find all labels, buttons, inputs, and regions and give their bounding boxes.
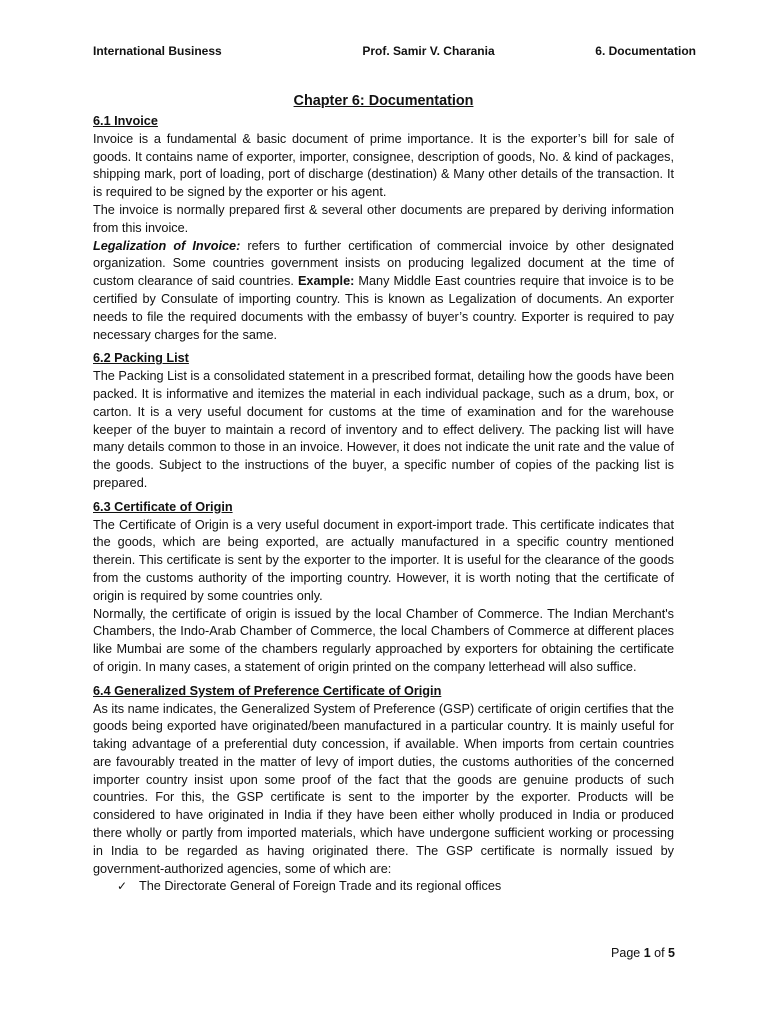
section-heading-certificate-of-origin: 6.3 Certificate of Origin xyxy=(93,499,233,514)
header-chapter: 6. Documentation xyxy=(595,44,696,58)
section-certificate-of-origin xyxy=(93,499,674,677)
header-author: Prof. Samir V. Charania xyxy=(362,44,495,58)
check-icon: ✓ xyxy=(117,879,128,894)
legalization-text-1: refers to further certification of commercial invoice by other designated organization. Some countries government insists on producing legalized document at the time of custom clearance of said countries. xyxy=(93,238,674,289)
page-content xyxy=(93,91,674,896)
gsp-agency-text: The Directorate General of Foreign Trade and its regional offices xyxy=(139,879,502,894)
page-prefix: Page xyxy=(611,946,644,960)
gsp-agency-list xyxy=(93,878,674,896)
section-heading-gsp: 6.4 Generalized System of Preference Certificate of Origin xyxy=(93,683,442,698)
origin-paragraph-1: The Certificate of Origin is a very useful document in export-import trade. This certificate indicates that the goods, which are being exported, are actually manufactured in a specific country mentioned therein. This certificate is sent by the exporter to the importer. It is useful for the clearance of the goods from the customs authority of the importing country. However, it is worth noting that the certificate of origin is required by some countries only. xyxy=(93,517,674,603)
page-header xyxy=(93,44,696,58)
section-gsp-certificate xyxy=(93,683,674,897)
section-packing-list xyxy=(93,350,674,492)
header-course: International Business xyxy=(93,44,222,58)
gsp-paragraph: As its name indicates, the Generalized System of Preference (GSP) certificate of origin certifies that the goods being exported have originated/been manufactured in a particular country. It is mainly useful for taking advantage of a preferential duty concession, if available. When imports from certain countries are favourably treated in the matter of levy of import duties, the customs authorities of the concerned importer country insist upon some proof of the fact that the goods are genuine products of such countries. For this, the GSP certificate is sent to the importer by the exporter. Products will be considered to have originated in India if they have been either wholly produced in India or produced there wholly or partly from imported materials, which have undergone sufficient working or processing in India to be regarded as having originated there. The GSP certificate is normally issued by government-authorized agencies, some of which are: xyxy=(93,701,674,876)
section-heading-packing-list: 6.2 Packing List xyxy=(93,351,189,366)
page-number xyxy=(611,946,675,960)
invoice-paragraph-2: The invoice is normally prepared first & several other documents are prepared by deriving information from this invoice. xyxy=(93,202,674,235)
invoice-paragraph-1: Invoice is a fundamental & basic document of prime importance. It is the exporter’s bill for sale of goods. It contains name of exporter, importer, consignee, description of goods, No. & kind of packages, shipping mark, port of loading, port of discharge (destination) & Many other details of the transaction. It is required to be signed by the exporter or his agent. xyxy=(93,131,674,200)
page-current: 1 xyxy=(643,946,651,960)
list-item xyxy=(117,878,674,896)
origin-paragraph-2: Normally, the certificate of origin is issued by the local Chamber of Commerce. The Indian Merchant's Chambers, the Indo-Arab Chamber of Commerce, the local Chambers of Commerce at different places like Mumbai are some of the chambers regularly approached by exporters for obtaining the certificate of origin. In many cases, a statement of origin printed on the company letterhead will also suffice. xyxy=(93,606,674,674)
packing-list-paragraph: The Packing List is a consolidated statement in a prescribed format, detailing how the goods have been packed. It is informative and itemizes the material in each individual package, such as a drum, box, or carton. It is a very useful document for customs at the time of examination and for the warehouse keeper of the buyer to maintain a record of inventory and to effect delivery. The packing list will have many details common to those in an invoice. However, it does not indicate the unit rate and the value of the goods. Subject to the instructions of the buyer, a specific number of copies of the packing list is prepared. xyxy=(93,369,674,490)
legalization-text-2: Many Middle East countries require that invoice is to be certified by Consulate of importing country. This is known as Legalization of documents. An exporter needs to file the required documents with the embassy of buyer’s country. Exporter is required to pay necessary charges for the same. xyxy=(93,274,674,342)
page-of: of xyxy=(650,946,669,960)
example-label: Example: xyxy=(297,274,355,289)
chapter-title: Chapter 6: Documentation xyxy=(293,93,474,109)
section-heading-invoice: 6.1 Invoice xyxy=(93,114,158,128)
legalization-label: Legalization of Invoice: xyxy=(93,238,241,253)
section-invoice xyxy=(93,113,674,344)
legalization-paragraph xyxy=(93,238,674,345)
page-total: 5 xyxy=(668,946,675,960)
